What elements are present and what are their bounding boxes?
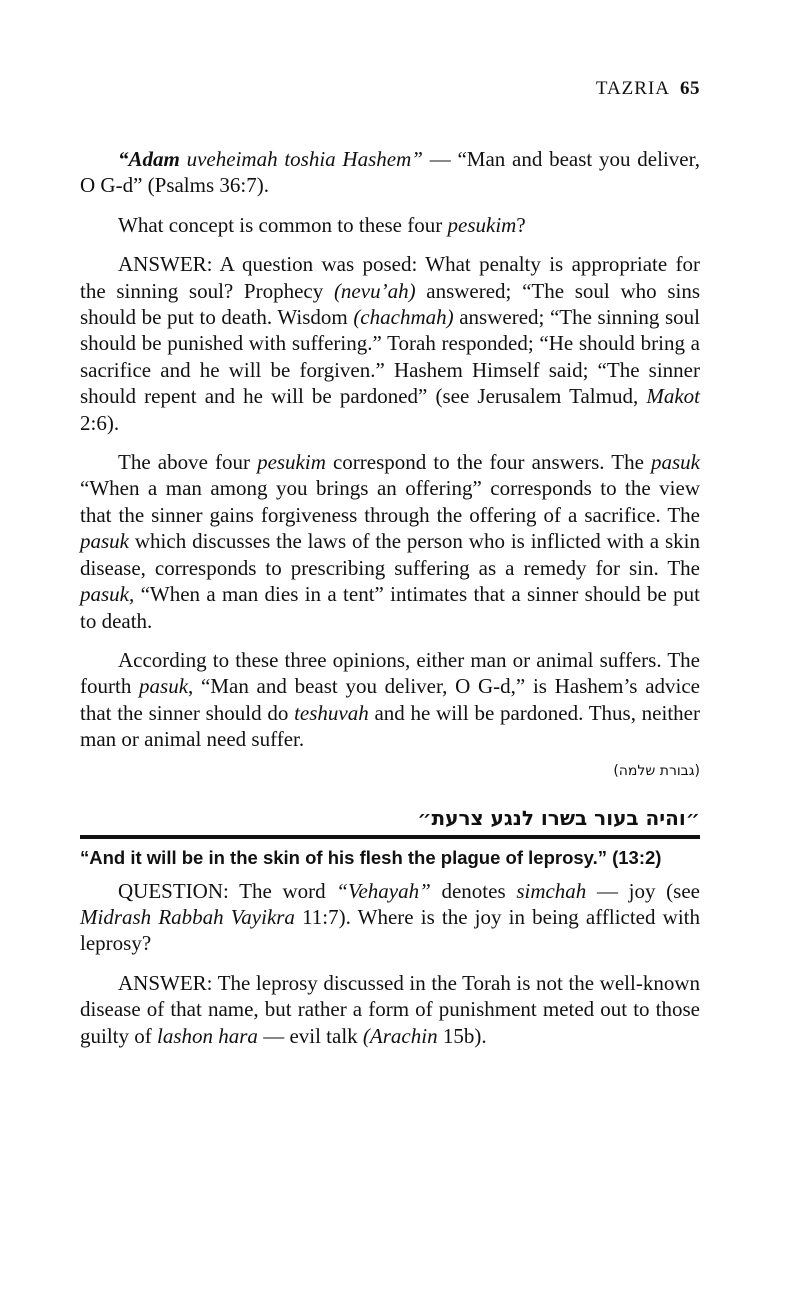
italic-run: lashon hara	[157, 1023, 258, 1048]
text-run: answered; “The soul who sins should be put to death. Wisdom	[80, 278, 701, 330]
text-run: denotes	[430, 878, 517, 903]
text-run: According to these three opinions, either man or animal suffers. The fourth	[80, 647, 700, 699]
italic-run: pasuk	[651, 450, 700, 475]
text-run: What concept is common to these four	[118, 212, 448, 237]
text-run: — evil talk	[257, 1023, 363, 1048]
body-text	[80, 146, 700, 1059]
italic-run: simchah	[516, 878, 587, 903]
paragraph-three-opinions	[80, 647, 700, 753]
running-head	[596, 78, 700, 100]
hebrew-heading: ״והיה בעור בשרו לנגע צרעת״	[417, 805, 700, 830]
text-run: answered; “The sinning soul should be punished with suffering.” Torah responded; “He should bring a sacrifice and he will be forgiven.” Hashem Himself said; “The sinner should repent and he will be pardoned” (see Jerusalem Talmud,	[80, 305, 700, 409]
italic-run: pesukim	[257, 450, 326, 475]
italic-run: (Arachin	[362, 1023, 438, 1048]
text-run: ANSWER: A question was posed: What penalty is appropriate for the sinning soul? Prophecy	[80, 252, 700, 303]
text-run: — joy (see	[586, 878, 700, 903]
source-citation: (גבורת שלמה)	[613, 762, 700, 779]
paragraph-question	[80, 212, 700, 238]
text-run: “When a man dies in a tent” intimates that a sinner should be put to death.	[80, 582, 700, 633]
italic-run: pasuk,	[80, 582, 135, 607]
text-run: correspond to the four answers. The	[325, 450, 651, 475]
italic-run: Midrash Rabbah Vayikra	[80, 904, 295, 929]
text-run: “When a man among you brings an offering” corresponds to the view that the sinner gains forgiveness through the offering of a sacrifice. The	[80, 476, 700, 527]
text-run: 15b).	[437, 1023, 487, 1048]
text-run: The above four	[118, 450, 258, 475]
quote-translation: — “Man and beast you deliver, O G-d” (Psalms 36:7).	[80, 147, 700, 198]
paragraph-four-pesukim	[80, 449, 700, 634]
heading-rule	[80, 835, 700, 839]
italic-run: (chachmah)	[353, 305, 454, 330]
text-run: ANSWER: The leprosy discussed in the Torah is not the well-known disease of that name, but rather a form of punishment meted out to those guilty of	[80, 970, 700, 1048]
text-run: which discusses the laws of the person who is inflicted with a skin disease, corresponds to prescribing suffering as a remedy for sin. The	[80, 529, 700, 580]
text-run: and he will be pardoned. Thus, neither man or animal need suffer.	[80, 700, 700, 752]
quote-italic: uveheimah toshia Hashem”	[179, 147, 423, 171]
text-run: 11:7). Where is the joy in being afflicted with leprosy?	[80, 904, 700, 956]
text-run: QUESTION: The word	[118, 878, 337, 903]
text-run: ?	[516, 212, 526, 237]
running-head-title: TAZRIA	[595, 78, 670, 99]
italic-run: pasuk	[139, 674, 189, 699]
text-run: , “Man and beast you deliver, O G-d,” is Hashem’s advice that the sinner should do	[80, 674, 700, 725]
italic-run: teshuvah	[294, 700, 369, 725]
italic-run: pesukim	[447, 212, 517, 237]
italic-run: pasuk	[80, 529, 129, 554]
paragraph-vehayah-question	[80, 878, 700, 957]
paragraph-answer	[80, 251, 700, 436]
italic-run: (nevu’ah)	[333, 278, 416, 303]
italic-run: Makot	[646, 384, 700, 409]
paragraph-leprosy-answer	[80, 970, 700, 1049]
quote-bold: “Adam	[118, 147, 180, 171]
page-number: 65	[680, 78, 700, 99]
italic-run: “Vehayah”	[336, 878, 431, 903]
paragraph-psalm-quote	[80, 146, 700, 199]
english-heading: “And it will be in the skin of his flesh the plague of leprosy.” (13:2)	[80, 846, 662, 868]
text-run: 2:6).	[80, 410, 120, 435]
